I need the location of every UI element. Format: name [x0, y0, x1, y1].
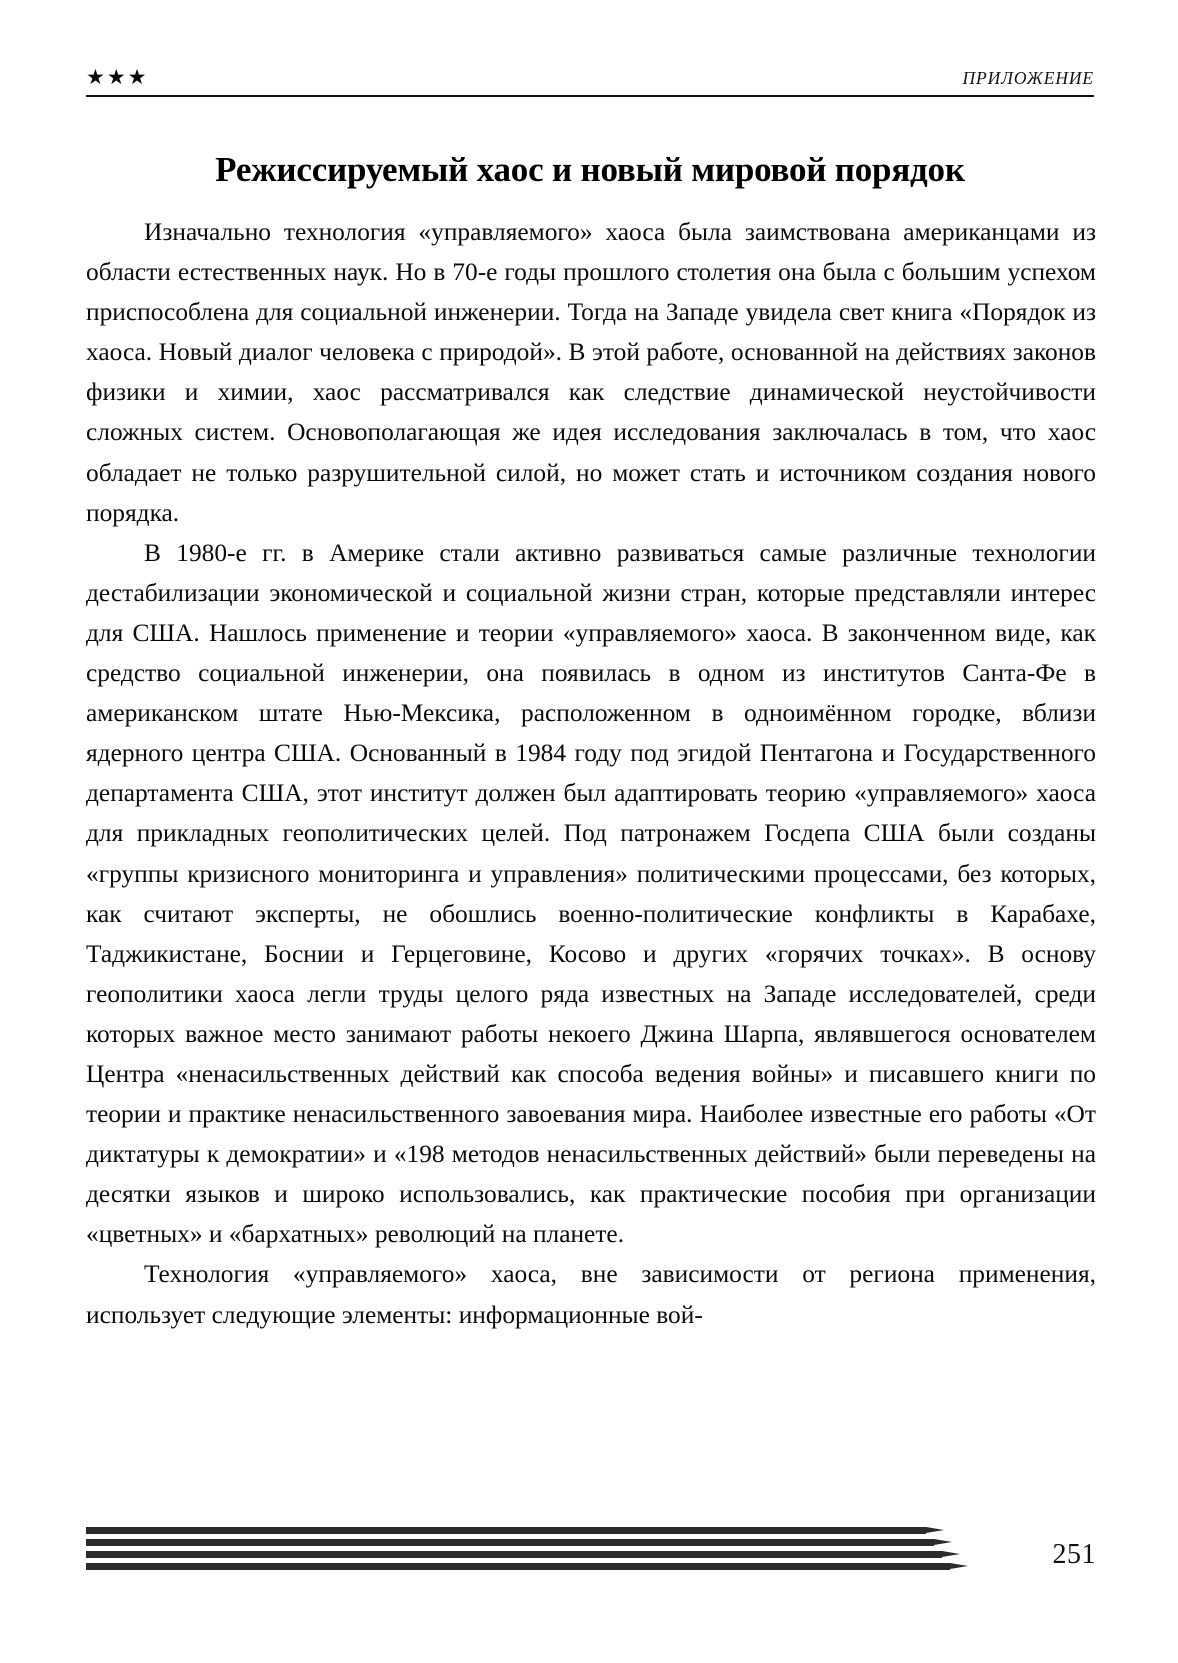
body-text-column	[86, 212, 1096, 1335]
ornament-rule	[86, 1563, 950, 1570]
header-divider	[86, 95, 1094, 97]
ornament-rule	[86, 1539, 934, 1546]
page-number: 251	[1052, 1539, 1096, 1570]
paragraph: В 1980-е гг. в Америке стали активно развиваться самые различные технологии дестабилизации экономической и социальной жизни стран, которые представляли интерес для США. Нашлось применение и теории «управляемого» хаоса. В законченном виде, как средство социальной инженерии, она появилась в одном из институтов Санта-Фе в американском штате Нью-Мексика, расположенном в одноимённом городке, вблизи ядерного центра США. Основанный в 1984 году под эгидой Пентагона и Государственного департамента США, этот институт должен был адаптировать теорию «управляемого» хаоса для прикладных геополитических целей. Под патронажем Госдепа США были созданы «группы кризисного мониторинга и управления» политическими процессами, без которых, как считают эксперты, не обошлись военно-политические конфликты в Карабахе, Таджикистане, Боснии и Герцеговине, Косово и других «горячих точках». В основу геополитики хаоса легли труды целого ряда известных на Западе исследователей, среди которых важное место занимают работы некоего Джина Шарпа, являвшегося основателем Центра «ненасильственных действий как способа ведения войны» и писавшего книги по теории и практике ненасильственного завоевания мира. Наиболее известные его работы «От диктатуры к демократии» и «198 методов ненасильственных действий» были переведены на десятки языков и широко использовались, как практические пособия при организации «цветных» и «бархатных» революций на планете.	[86, 538, 1096, 1249]
ornament-rule	[86, 1551, 942, 1558]
three-stars-icon: ★★★	[86, 65, 149, 89]
page-footer	[86, 1527, 1096, 1597]
running-header-row	[86, 52, 1094, 90]
paragraph: Изначально технология «управляемого» хаоса была заимствована американцами из области естественных наук. Но в 70-е годы прошлого столетия она была с большим успехом приспособлена для социальной инженерии. Тогда на Западе увидела свет книга «Порядок из хаоса. Новый диалог человека с природой». В этой работе, основанной на действиях законов физики и химии, хаос рассматривался как следствие динамической неустойчивости сложных систем. Основополагающая же идея исследования заключалась в том, что хаос обладает не только разрушительной силой, но может стать и источником создания нового порядка.	[86, 218, 1096, 527]
page-title: Режиссируемый хаос и новый мировой порядок	[215, 150, 965, 190]
running-title: ПРИЛОЖЕНИЕ	[962, 68, 1094, 88]
paragraph: Технология «управляемого» хаоса, вне зависимости от региона применения, использует следующие элементы: информационные вой-	[86, 1260, 1096, 1329]
ornament-rule	[86, 1527, 926, 1534]
tapered-rules-ornament	[86, 1527, 946, 1579]
running-header	[86, 52, 1094, 98]
